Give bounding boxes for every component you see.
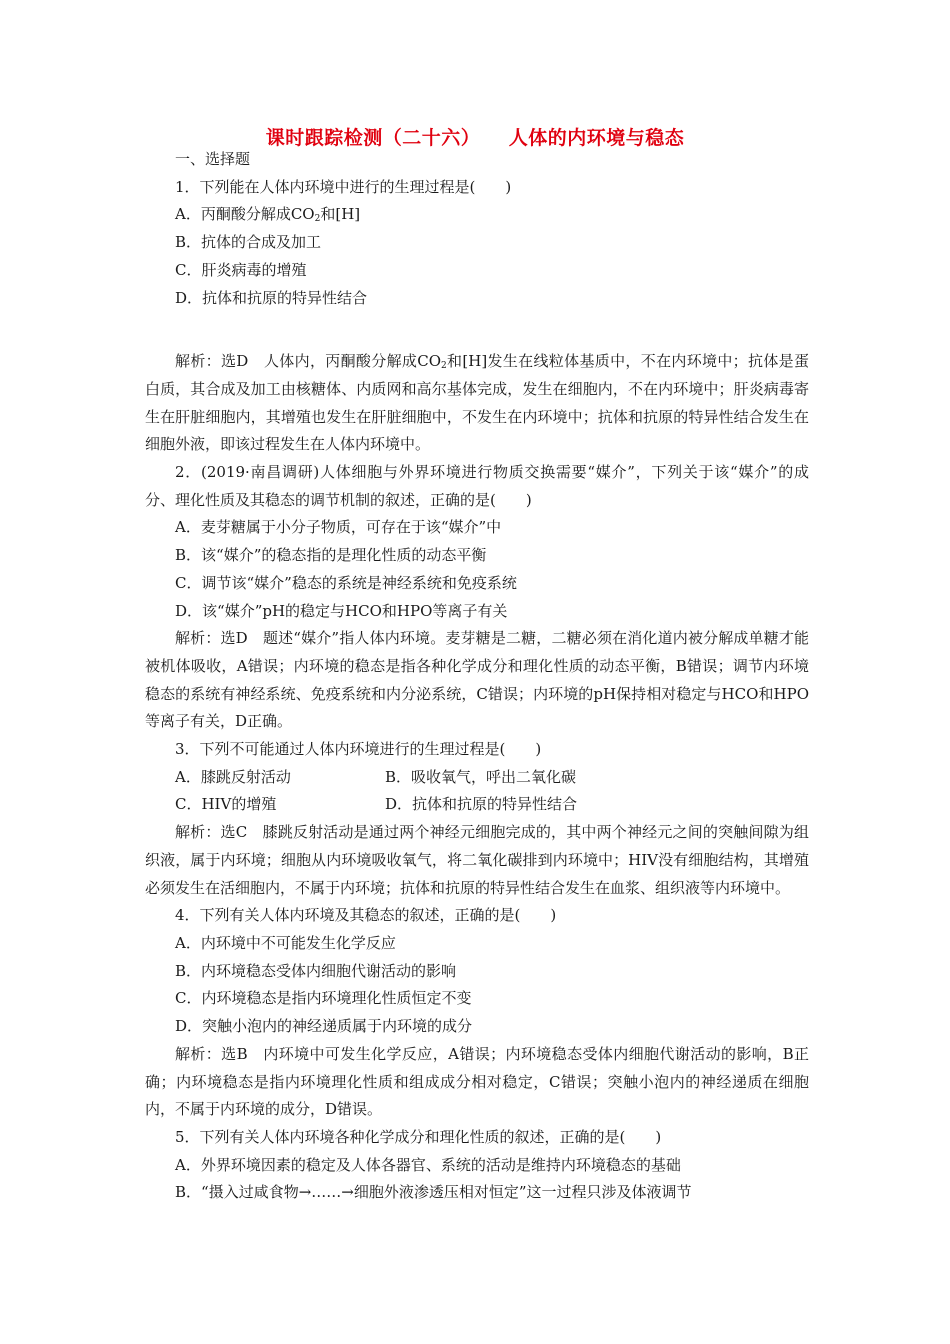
question-4-stem: 4．下列有关人体内环境及其稳态的叙述，正确的是( ) bbox=[175, 906, 557, 925]
question-3-option-d: D．抗体和抗原的特异性结合 bbox=[385, 795, 578, 814]
question-3-stem: 3．下列不可能通过人体内环境进行的生理过程是( ) bbox=[175, 740, 542, 759]
question-1-option-c: C．肝炎病毒的增殖 bbox=[175, 260, 307, 279]
question-2-option-d: D．该“媒介”pH的稳定与HCO和HPO等离子有关 bbox=[175, 601, 508, 620]
question-1-option-d: D．抗体和抗原的特异性结合 bbox=[175, 288, 368, 307]
document-body bbox=[145, 146, 809, 1207]
question-4-option-c: C．内环境稳态是指内环境理化性质恒定不变 bbox=[175, 989, 472, 1008]
question-5-option-a: A．外界环境因素的稳定及人体各器官、系统的活动是维持内环境稳态的基础 bbox=[175, 1155, 681, 1174]
question-3-option-c: C．HIV的增殖 bbox=[175, 795, 277, 814]
question-1-option-b: B．抗体的合成及加工 bbox=[175, 233, 322, 252]
question-1-analysis: 解析：选D 人体内，丙酮酸分解成$CO_2$和[H]发生在线粒体基质中，不在内环境中；抗体是蛋白质，其合成及加工由核糖体、内质网和高尔基体完成，发生在细胞内，不在内环境中；肝炎病毒寄生在肝脏细胞内，其增殖也发生在肝脏细胞中，不发生在内环境中；抗体和抗原的特异性结合发生在细胞外液，即该过程发生在人体内环境中。 bbox=[145, 352, 809, 454]
question-2-option-a: A．麦芽糖属于小分子物质，可存在于该“媒介”中 bbox=[175, 518, 502, 537]
question-4-option-b: B．内环境稳态受体内细胞代谢活动的影响 bbox=[175, 961, 457, 980]
question-3-option-b: B．吸收氧气，呼出二氧化碳 bbox=[385, 767, 577, 786]
question-3-options-row-2 bbox=[145, 791, 809, 819]
question-4-analysis: 解析：选B 内环境中可发生化学反应，A错误；内环境稳态受体内细胞代谢活动的影响，B正确；内环境稳态是指内环境理化性质和组成成分相对稳定，C错误；突触小泡内的神经递质在细胞内，不属于内环境的成分，D错误。 bbox=[145, 1044, 809, 1119]
question-2-option-b: B．该“媒介”的稳态指的是理化性质的动态平衡 bbox=[175, 546, 487, 565]
section-heading: 一、选择题 bbox=[175, 150, 251, 168]
question-3-options-row-1 bbox=[145, 764, 809, 792]
question-1-stem: 1．下列能在人体内环境中进行的生理过程是( ) bbox=[175, 177, 512, 196]
question-5-stem: 5．下列有关人体内环境各种化学成分和理化性质的叙述，正确的是( ) bbox=[175, 1127, 662, 1146]
question-4-option-d: D．突触小泡内的神经递质属于内环境的成分 bbox=[175, 1017, 473, 1036]
question-2-option-c: C．调节该“媒介”稳态的系统是神经系统和免疫系统 bbox=[175, 573, 517, 592]
question-3-option-a: A．膝跳反射活动 bbox=[175, 767, 291, 786]
question-3-analysis: 解析：选C 膝跳反射活动是通过两个神经元细胞完成的，其中两个神经元之间的突触间隙为组织液，属于内环境；细胞从内环境吸收氧气，将二氧化碳排到内环境中；HIV没有细胞结构，其增殖必须发生在活细胞内，不属于内环境；抗体和抗原的特异性结合发生在血浆、组织液等内环境中。 bbox=[145, 823, 809, 897]
question-4-option-a: A．内环境中不可能发生化学反应 bbox=[175, 933, 396, 952]
question-5-option-b: B．“摄入过咸食物→……→细胞外液渗透压相对恒定”这一过程只涉及体液调节 bbox=[175, 1183, 692, 1202]
question-2-analysis: 解析：选D 题述“媒介”指人体内环境。麦芽糖是二糖，二糖必须在消化道内被分解成单糖才能被机体吸收，A错误；内环境的稳态是指各种化学成分和理化性质的动态平衡，B错误；调节内环境稳态的系统有神经系统、免疫系统和内分泌系统，C错误；内环境的pH保持相对稳定与HCO和HPO等离子有关，D正确。 bbox=[145, 629, 809, 731]
spacer bbox=[145, 312, 809, 348]
page-title: 课时跟踪检测（二十六） 人体的内环境与稳态 bbox=[265, 127, 685, 149]
question-2-stem: 2．(2019·南昌调研)人体细胞与外界环境进行物质交换需要“媒介”，下列关于该“媒介”的成分、理化性质及其稳态的调节机制的叙述，正确的是( ) bbox=[145, 463, 809, 509]
question-1-option-a: A．丙酮酸分解成$CO_2$和[H] bbox=[175, 205, 361, 225]
